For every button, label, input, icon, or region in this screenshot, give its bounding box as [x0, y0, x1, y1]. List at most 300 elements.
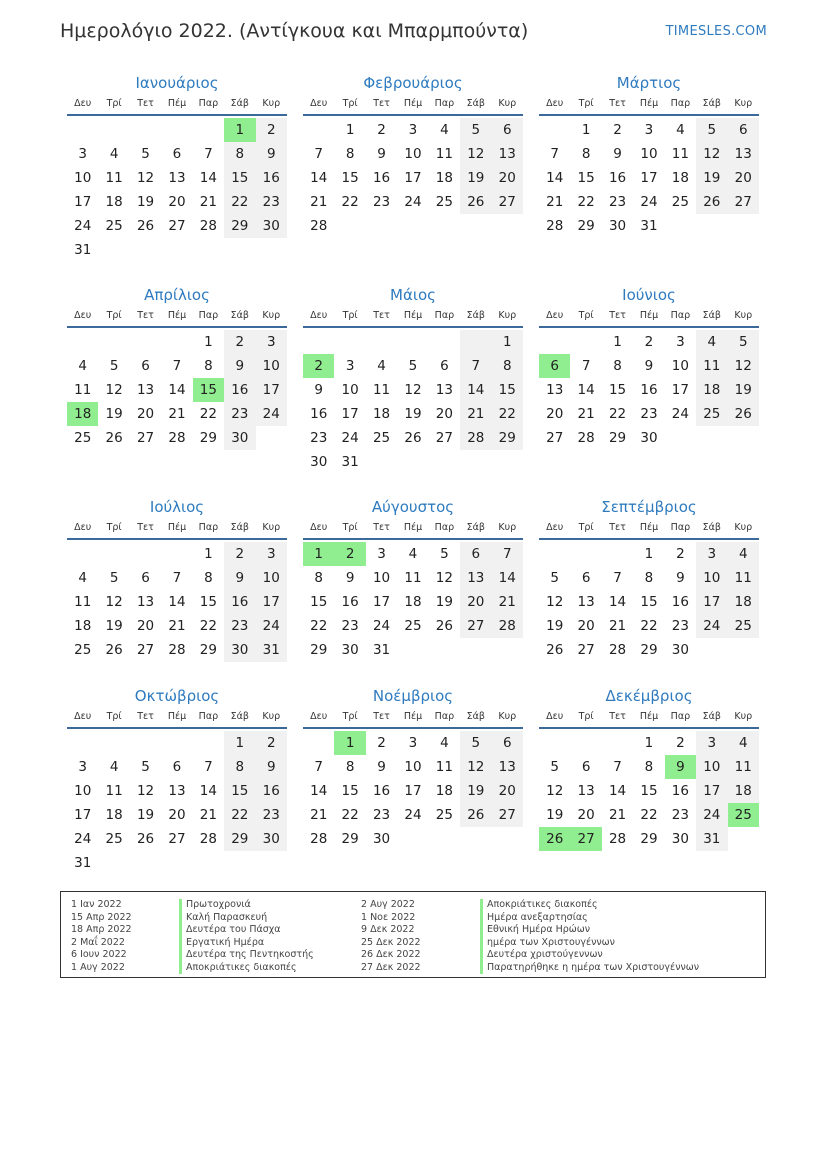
weekday-label: Δευ [74, 98, 92, 109]
weekday-label: Τετ [609, 522, 626, 533]
day-cell: 8 [224, 755, 255, 779]
day-cell: 8 [492, 354, 523, 378]
day-cell: 11 [74, 594, 92, 610]
day-cell: 13 [577, 594, 595, 610]
day-cell: 9 [224, 566, 255, 590]
day-cell: 8 [345, 759, 355, 775]
day-cell: 20 [435, 406, 453, 422]
day-cell: 1 [224, 731, 255, 755]
day-cell: 16 [671, 783, 689, 799]
legend-holiday-name: Εργατική Ημέρα [179, 937, 314, 950]
legend-date: 1 Ιαν 2022 [71, 899, 122, 910]
day-cell: 21 [199, 807, 217, 823]
day-cell: 14 [608, 783, 627, 799]
day-cell: 8 [345, 146, 355, 162]
day-cell: 22 [224, 190, 255, 214]
day-cell: 27 [435, 430, 453, 446]
day-cell: 30 [640, 430, 658, 446]
weekday-header [539, 306, 759, 328]
day-cell: 17 [372, 594, 391, 610]
legend-holiday-name: Ημέρα ανεξαρτησίας [480, 912, 699, 925]
day-cell: 27 [136, 430, 155, 446]
day-cell: 19 [728, 378, 759, 402]
empty-cell [161, 330, 192, 354]
day-cell: 24 [671, 406, 689, 422]
legend-date: 26 Δεκ 2022 [361, 949, 421, 960]
legend-date: 15 Απρ 2022 [71, 911, 132, 923]
day-cell: 20 [168, 194, 186, 210]
day-cell: 30 [224, 638, 255, 662]
empty-cell [570, 542, 601, 566]
day-cell: 19 [136, 807, 155, 823]
day-cell: 10 [74, 783, 92, 799]
day-cell: 30 [256, 827, 287, 851]
day-cell: 3 [408, 122, 418, 138]
day-cell: 5 [550, 759, 559, 775]
day-cell: 5 [460, 731, 491, 755]
day-cell: 13 [136, 382, 155, 398]
day-cell: 21 [310, 194, 328, 210]
day-cell: 15 [199, 594, 217, 610]
day-cell: 6 [141, 358, 150, 374]
holiday-legend [60, 891, 766, 978]
weekday-header [303, 518, 523, 540]
weekday-label: Σάβ [466, 522, 485, 533]
empty-cell [366, 330, 397, 354]
day-cell: 15 [608, 382, 627, 398]
day-cell: 18 [435, 170, 453, 186]
day-grid [67, 731, 287, 875]
day-cell: 29 [341, 831, 359, 847]
day-cell: 23 [671, 807, 689, 823]
day-cell: 29 [577, 218, 595, 234]
day-cell: 6 [492, 118, 523, 142]
day-cell: 14 [168, 382, 186, 398]
day-cell: 27 [728, 190, 759, 214]
day-cell: 25 [671, 194, 689, 210]
day-cell: 23 [372, 194, 391, 210]
day-cell: 21 [310, 807, 328, 823]
day-cell: 12 [460, 142, 491, 166]
day-cell: 4 [408, 546, 418, 562]
day-cell: 24 [404, 807, 422, 823]
holiday-day-cell: 6 [539, 354, 570, 378]
day-grid [303, 118, 523, 238]
day-cell: 5 [696, 118, 727, 142]
weekday-label: Τετ [137, 711, 154, 722]
empty-cell [130, 118, 161, 142]
day-cell: 19 [435, 594, 453, 610]
day-cell: 13 [435, 382, 453, 398]
day-cell: 19 [460, 166, 491, 190]
day-cell: 19 [105, 406, 123, 422]
day-cell: 8 [581, 146, 591, 162]
day-cell: 17 [696, 590, 727, 614]
day-cell: 20 [492, 779, 523, 803]
day-cell: 5 [728, 330, 759, 354]
day-cell: 25 [74, 430, 92, 446]
empty-cell [67, 542, 98, 566]
weekday-label: Παρ [670, 310, 691, 321]
day-cell: 13 [136, 594, 155, 610]
legend-date: 18 Απρ 2022 [71, 924, 132, 935]
day-cell: 25 [435, 807, 453, 823]
day-cell: 13 [577, 783, 595, 799]
day-cell: 30 [608, 218, 627, 234]
weekday-label: Τρί [578, 522, 594, 533]
day-cell: 29 [608, 430, 627, 446]
day-cell: 12 [460, 755, 491, 779]
weekday-label: Πέμ [167, 522, 187, 533]
day-cell: 17 [341, 406, 359, 422]
legend-holiday-name: Αποκριάτικες διακοπές [179, 962, 314, 975]
weekday-label: Κυρ [262, 522, 281, 533]
weekday-label: Κυρ [262, 98, 281, 109]
day-cell: 8 [204, 358, 213, 374]
empty-cell [570, 330, 601, 354]
day-cell: 16 [671, 594, 689, 610]
day-cell: 25 [74, 642, 92, 658]
day-cell: 14 [546, 170, 564, 186]
day-cell: 2 [676, 546, 685, 562]
weekday-label: Δευ [546, 522, 564, 533]
legend-date: 9 Δεκ 2022 [361, 924, 415, 935]
day-cell: 23 [671, 618, 689, 634]
day-cell: 31 [74, 242, 92, 258]
day-cell: 28 [168, 430, 186, 446]
day-cell: 7 [172, 570, 182, 586]
weekday-label: Τετ [137, 310, 154, 321]
day-cell: 26 [460, 803, 491, 827]
day-cell: 26 [404, 430, 422, 446]
day-cell: 4 [109, 146, 119, 162]
day-cell: 6 [172, 759, 182, 775]
day-cell: 19 [460, 779, 491, 803]
weekday-header [67, 306, 287, 328]
day-cell: 23 [341, 618, 359, 634]
day-cell: 14 [492, 566, 523, 590]
day-cell: 1 [644, 546, 654, 562]
weekday-label: Τρί [342, 310, 358, 321]
day-cell: 6 [172, 146, 182, 162]
day-cell: 7 [550, 146, 559, 162]
day-cell: 22 [199, 618, 217, 634]
day-cell: 11 [728, 755, 759, 779]
weekday-label: Σάβ [230, 310, 249, 321]
month-block [539, 685, 759, 897]
day-cell: 26 [728, 402, 759, 426]
day-cell: 10 [404, 759, 422, 775]
day-cell: 21 [460, 402, 491, 426]
day-cell: 12 [546, 594, 564, 610]
day-cell: 6 [440, 358, 449, 374]
day-cell: 2 [256, 118, 287, 142]
day-cell: 2 [676, 735, 685, 751]
month-block [303, 284, 523, 496]
day-cell: 20 [460, 590, 491, 614]
day-cell: 10 [404, 146, 422, 162]
weekday-label: Παρ [434, 98, 455, 109]
day-cell: 1 [644, 735, 654, 751]
weekday-label: Σάβ [466, 98, 485, 109]
month-block [67, 685, 287, 897]
day-grid [539, 542, 759, 662]
day-cell: 28 [168, 642, 186, 658]
day-cell: 29 [224, 827, 255, 851]
day-cell: 7 [613, 570, 622, 586]
day-cell: 3 [408, 735, 418, 751]
day-cell: 17 [404, 783, 422, 799]
day-cell: 11 [372, 382, 391, 398]
day-cell: 16 [224, 590, 255, 614]
day-cell: 22 [640, 807, 658, 823]
weekday-label: Παρ [198, 310, 219, 321]
weekday-label: Κυρ [734, 310, 753, 321]
empty-cell [161, 118, 192, 142]
day-cell: 22 [310, 618, 328, 634]
weekday-label: Πέμ [639, 522, 659, 533]
day-cell: 27 [492, 803, 523, 827]
day-cell: 13 [546, 382, 564, 398]
day-cell: 22 [608, 406, 627, 422]
day-cell: 14 [168, 594, 186, 610]
month-block [539, 496, 759, 685]
day-cell: 21 [608, 618, 627, 634]
day-cell: 17 [74, 194, 92, 210]
weekday-label: Κυρ [498, 98, 517, 109]
day-cell: 3 [345, 358, 355, 374]
empty-cell [539, 731, 570, 755]
day-cell: 7 [460, 354, 491, 378]
day-cell: 17 [256, 590, 287, 614]
day-cell: 14 [608, 594, 627, 610]
day-cell: 29 [199, 642, 217, 658]
day-cell: 10 [341, 382, 359, 398]
weekday-label: Παρ [434, 711, 455, 722]
day-cell: 16 [640, 382, 658, 398]
day-cell: 9 [644, 358, 654, 374]
day-cell: 15 [577, 170, 595, 186]
day-cell: 3 [377, 546, 386, 562]
day-cell: 5 [141, 759, 150, 775]
day-cell: 30 [671, 642, 689, 658]
day-cell: 24 [696, 803, 727, 827]
day-cell: 8 [613, 358, 622, 374]
day-cell: 22 [640, 618, 658, 634]
day-cell: 6 [492, 731, 523, 755]
month-name: Νοέμβριος [372, 687, 454, 705]
day-cell: 29 [199, 430, 217, 446]
empty-cell [98, 330, 129, 354]
day-cell: 23 [310, 430, 328, 446]
month-name: Ιούνιος [622, 286, 676, 304]
day-cell: 12 [696, 142, 727, 166]
day-cell: 19 [546, 618, 564, 634]
day-cell: 14 [310, 170, 328, 186]
empty-cell [98, 542, 129, 566]
weekday-label: Τρί [342, 711, 358, 722]
site-link[interactable]: TIMESLES.COM [665, 24, 767, 39]
day-cell: 24 [74, 831, 92, 847]
empty-cell [334, 330, 365, 354]
legend-holiday-name: Αποκριάτικες διακοπές [480, 899, 699, 912]
day-cell: 4 [728, 542, 759, 566]
weekday-label: Τετ [609, 711, 626, 722]
day-cell: 16 [341, 594, 359, 610]
legend-date: 6 Ιουν 2022 [71, 949, 127, 960]
day-cell: 5 [550, 570, 559, 586]
day-cell: 9 [613, 146, 622, 162]
weekday-label: Σάβ [702, 711, 721, 722]
weekday-label: Δευ [546, 310, 564, 321]
weekday-header [67, 518, 287, 540]
month-name: Σεπτέμβριος [601, 498, 697, 516]
weekday-label: Τρί [578, 310, 594, 321]
day-cell: 21 [492, 590, 523, 614]
legend-holiday-name: Δευτέρα του Πάσχα [179, 924, 314, 937]
day-cell: 24 [640, 194, 658, 210]
holiday-day-cell: 15 [193, 378, 224, 402]
day-cell: 22 [577, 194, 595, 210]
day-cell: 9 [314, 382, 323, 398]
day-cell: 3 [696, 731, 727, 755]
day-cell: 15 [341, 170, 359, 186]
day-cell: 10 [74, 170, 92, 186]
day-cell: 17 [671, 382, 689, 398]
day-cell: 18 [728, 590, 759, 614]
day-cell: 25 [105, 831, 123, 847]
day-cell: 20 [577, 807, 595, 823]
day-cell: 17 [74, 807, 92, 823]
day-cell: 12 [404, 382, 422, 398]
weekday-label: Παρ [198, 98, 219, 109]
day-cell: 12 [136, 783, 155, 799]
weekday-label: Δευ [74, 310, 92, 321]
month-block [303, 496, 523, 685]
month-block [67, 72, 287, 284]
day-cell: 11 [74, 382, 92, 398]
weekday-label: Τρί [342, 522, 358, 533]
legend-holiday-name: Εθνική Ημέρα Ηρώων [480, 924, 699, 937]
weekday-label: Παρ [434, 310, 455, 321]
day-cell: 30 [341, 642, 359, 658]
legend-names-left [179, 899, 314, 974]
weekday-label: Σάβ [230, 711, 249, 722]
day-cell: 28 [460, 426, 491, 450]
weekday-label: Πέμ [403, 711, 423, 722]
day-cell: 6 [581, 570, 591, 586]
day-cell: 14 [199, 783, 217, 799]
day-cell: 30 [256, 214, 287, 238]
day-cell: 28 [199, 831, 217, 847]
day-cell: 23 [372, 807, 391, 823]
empty-cell [130, 731, 161, 755]
weekday-label: Τρί [106, 522, 122, 533]
day-cell: 20 [136, 406, 155, 422]
day-cell: 19 [696, 166, 727, 190]
day-cell: 17 [404, 170, 422, 186]
holiday-day-cell: 1 [303, 542, 334, 566]
day-cell: 10 [256, 354, 287, 378]
holiday-day-cell: 26 [539, 827, 570, 851]
day-cell: 1 [613, 334, 622, 350]
day-cell: 11 [105, 783, 123, 799]
day-cell: 24 [404, 194, 422, 210]
day-cell: 3 [644, 122, 654, 138]
day-cell: 11 [435, 759, 453, 775]
day-cell: 5 [109, 570, 119, 586]
weekday-label: Τρί [106, 98, 122, 109]
day-cell: 7 [492, 542, 523, 566]
weekday-label: Δευ [74, 711, 92, 722]
day-cell: 27 [577, 642, 595, 658]
day-cell: 18 [728, 779, 759, 803]
weekday-header [67, 94, 287, 116]
day-cell: 28 [310, 218, 328, 234]
empty-cell [161, 731, 192, 755]
day-cell: 26 [460, 190, 491, 214]
legend-holiday-name: Πρωτοχρονιά [179, 899, 314, 912]
day-cell: 7 [314, 146, 323, 162]
empty-cell [67, 330, 98, 354]
day-cell: 21 [608, 807, 627, 823]
empty-cell [570, 731, 601, 755]
holiday-day-cell: 9 [665, 755, 696, 779]
day-cell: 3 [676, 334, 685, 350]
weekday-header [303, 306, 523, 328]
day-grid [67, 542, 287, 662]
weekday-label: Τρί [578, 711, 594, 722]
day-cell: 10 [640, 146, 658, 162]
day-cell: 3 [256, 542, 287, 566]
weekday-label: Παρ [198, 522, 219, 533]
day-cell: 30 [372, 831, 391, 847]
month-name: Ιανουάριος [135, 74, 219, 92]
empty-cell [429, 330, 460, 354]
day-cell: 19 [546, 807, 564, 823]
day-cell: 11 [728, 566, 759, 590]
day-cell: 1 [492, 330, 523, 354]
day-cell: 1 [204, 334, 213, 350]
day-cell: 29 [640, 831, 658, 847]
day-cell: 13 [728, 142, 759, 166]
weekday-label: Δευ [546, 98, 564, 109]
legend-date: 27 Δεκ 2022 [361, 961, 421, 973]
day-cell: 17 [696, 779, 727, 803]
day-cell: 22 [224, 803, 255, 827]
day-cell: 27 [492, 190, 523, 214]
weekday-label: Δευ [546, 711, 564, 722]
day-cell: 31 [74, 855, 92, 871]
weekday-label: Τετ [609, 310, 626, 321]
day-cell: 22 [341, 194, 359, 210]
empty-cell [602, 731, 633, 755]
day-cell: 19 [136, 194, 155, 210]
weekday-header [67, 707, 287, 729]
day-cell: 6 [728, 118, 759, 142]
day-cell: 4 [728, 731, 759, 755]
day-cell: 10 [696, 566, 727, 590]
weekday-label: Δευ [310, 98, 328, 109]
day-cell: 18 [372, 406, 391, 422]
day-cell: 2 [256, 731, 287, 755]
day-cell: 4 [78, 570, 87, 586]
day-cell: 5 [109, 358, 119, 374]
day-cell: 12 [105, 594, 123, 610]
empty-cell [67, 118, 98, 142]
day-cell: 28 [546, 218, 564, 234]
day-cell: 16 [256, 166, 287, 190]
